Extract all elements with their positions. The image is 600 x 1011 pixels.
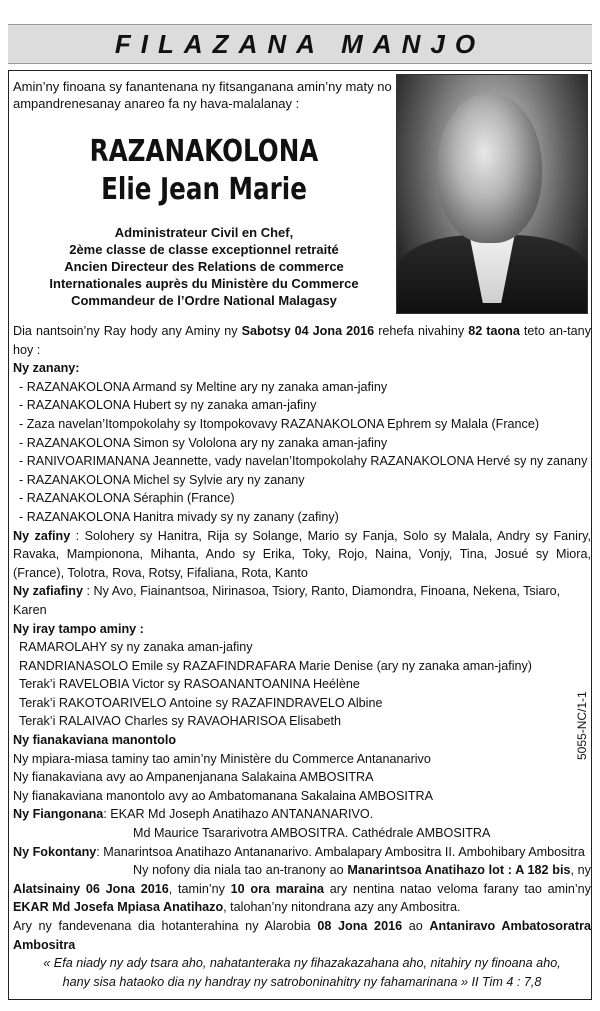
page-title: FILAZANA MANJO (114, 29, 486, 59)
portrait-head (437, 93, 542, 243)
death-announcement: Dia nantsoin’ny Ray hody any Aminy ny Sabotsy 04 Jona 2016 rehefa nivahiny 82 taona teto an-tany hoy : (13, 324, 591, 357)
list-item: Terak’i RAVELOBIA Victor sy RASOANANTOANINA Heélène (19, 677, 360, 692)
list-item: Ny fianakaviana avy ao Ampanenjanana Salakaina AMBOSITRA (13, 770, 374, 785)
list-item: Ny fianakaviana manontolo avy ao Ambatomanana Sakalaina AMBOSITRA (13, 788, 434, 803)
list-item: - RAZANAKOLONA Michel sy Sylvie ary ny zanany (19, 472, 305, 487)
reference-code: 5055-NC/1-1 (575, 691, 589, 760)
funeral-paragraph: Ny nofony dia niala tao an-tranony ao Manarintsoa Anatihazo lot : A 182 bis, ny Alatsinainy 06 Jona 2016, tamin’ny 10 ora maraina ary nentina natao veloma farany tao amin’ny EKAR Md Josefa Mpiasa Anatihazo, talohan’ny nitondrana azy any Ambositra. (13, 863, 591, 915)
list-item: - RAZANAKOLONA Armand sy Meltine ary ny zanaka aman-jafiny (19, 379, 388, 394)
iray-tampo-label: Ny iray tampo aminy : (13, 621, 144, 636)
zanany-label: Ny zanany: (13, 361, 80, 376)
list-item: RANDRIANASOLO Emile sy RAZAFINDRAFARA Marie Denise (ary ny zanaka aman-jafiny) (19, 658, 532, 673)
notice-body (13, 322, 591, 991)
zafiafiny-paragraph: Ny zafiafiny : Ny Avo, Fiainantsoa, Nirinasoa, Tsiory, Ranto, Diamondra, Finoana, Nekena, Tsiaro, Karen (13, 584, 561, 617)
deceased-titles (14, 224, 394, 309)
fokontany-paragraph: Ny Fokontany: Manarintsoa Anatihazo Antananarivo. Ambalapary Ambositra II. Ambohibary Ambositra (13, 844, 585, 859)
fiangonana-line2: Md Maurice Tsararivotra AMBOSITRA. Cathédrale AMBOSITRA (133, 826, 491, 841)
list-item: RAMAROLAHY sy ny zanaka aman-jafiny (19, 640, 253, 655)
list-item: - RAZANAKOLONA Hanitra mivady sy ny zanany (zafiny) (19, 509, 339, 524)
list-item: Terak’i RAKOTOARIVELO Antoine sy RAZAFINDRAVELO Albine (19, 695, 383, 710)
list-item: - Zaza navelan’Itompokolahy sy Itompokovavy RAZANAKOLONA Ephrem sy Malala (France) (19, 416, 540, 431)
list-item: - RANIVOARIMANANA Jeannette, vady navelan’Itompokolahy RAZANAKOLONA Hervé sy ny zanany (19, 454, 588, 469)
death-date: Sabotsy 04 Jona 2016 (241, 324, 375, 338)
burial-paragraph: Ary ny fandevenana dia hotanterahina ny Alarobia 08 Jona 2016 ao Antaniravo Ambatosoratra Ambositra (13, 919, 591, 952)
zafiny-paragraph: Ny zafiny : Solohery sy Hanitra, Rija sy Solange, Mario sy Fanja, Solo sy Malala, Andry sy Faniry, Ravaka, Mampionona, Mihanta, Ando sy Erika, Toky, Rojo, Naina, Vonjy, Tina, Josué sy Miora, (France), Tolotra, Rova, Rotsy, Fifaliana, Rota, Kanto (13, 528, 591, 580)
bible-quote-line2: hany sisa hataoko dia ny handray ny satroboninahitry ny fahamarinana » II Tim 4 : 7,8 (62, 974, 542, 989)
list-item: - RAZANAKOLONA Hubert sy ny zanaka aman-jafiny (19, 398, 317, 413)
intro-text: Amin’ny finoana sy fanantenana ny fitsanganana amin’ny maty no ampandrenesanay anareo fa ny hava-malalanay : (13, 79, 392, 111)
title-line: Commandeur de l’Ordre National Malagasy (71, 293, 337, 308)
portrait-photo (396, 74, 588, 314)
title-line: 2ème classe de classe exceptionnel retraité (69, 242, 339, 257)
death-age: 82 taona (468, 324, 520, 338)
list-item: Ny mpiara-miasa taminy tao amin’ny Ministère du Commerce Antananarivo (13, 751, 431, 766)
title-line: Administrateur Civil en Chef, (114, 225, 294, 240)
deceased-given-names: Elie Jean Marie (101, 172, 307, 207)
list-item: - RAZANAKOLONA Séraphin (France) (19, 491, 235, 506)
bible-quote-line1: « Efa niady ny ady tsara aho, nahatanteraka ny fihazakazahana aho, nitahiry ny finoana aho, (43, 956, 561, 971)
fianakaviana-label: Ny fianakaviana manontolo (13, 733, 177, 748)
title-line: Ancien Directeur des Relations de commerce (64, 259, 344, 274)
deceased-surname: RAZANAKOLONA (89, 134, 319, 169)
header-bar (8, 24, 592, 64)
list-item: Terak’i RALAIVAO Charles sy RAVAOHARISOA Elisabeth (19, 714, 341, 729)
fiangonana-paragraph: Ny Fiangonana: EKAR Md Joseph Anatihazo ANTANANARIVO. (13, 807, 374, 822)
title-line: Internationales auprès du Ministère du Commerce (49, 276, 359, 291)
list-item: - RAZANAKOLONA Simon sy Vololona ary ny zanaka aman-jafiny (19, 435, 388, 450)
